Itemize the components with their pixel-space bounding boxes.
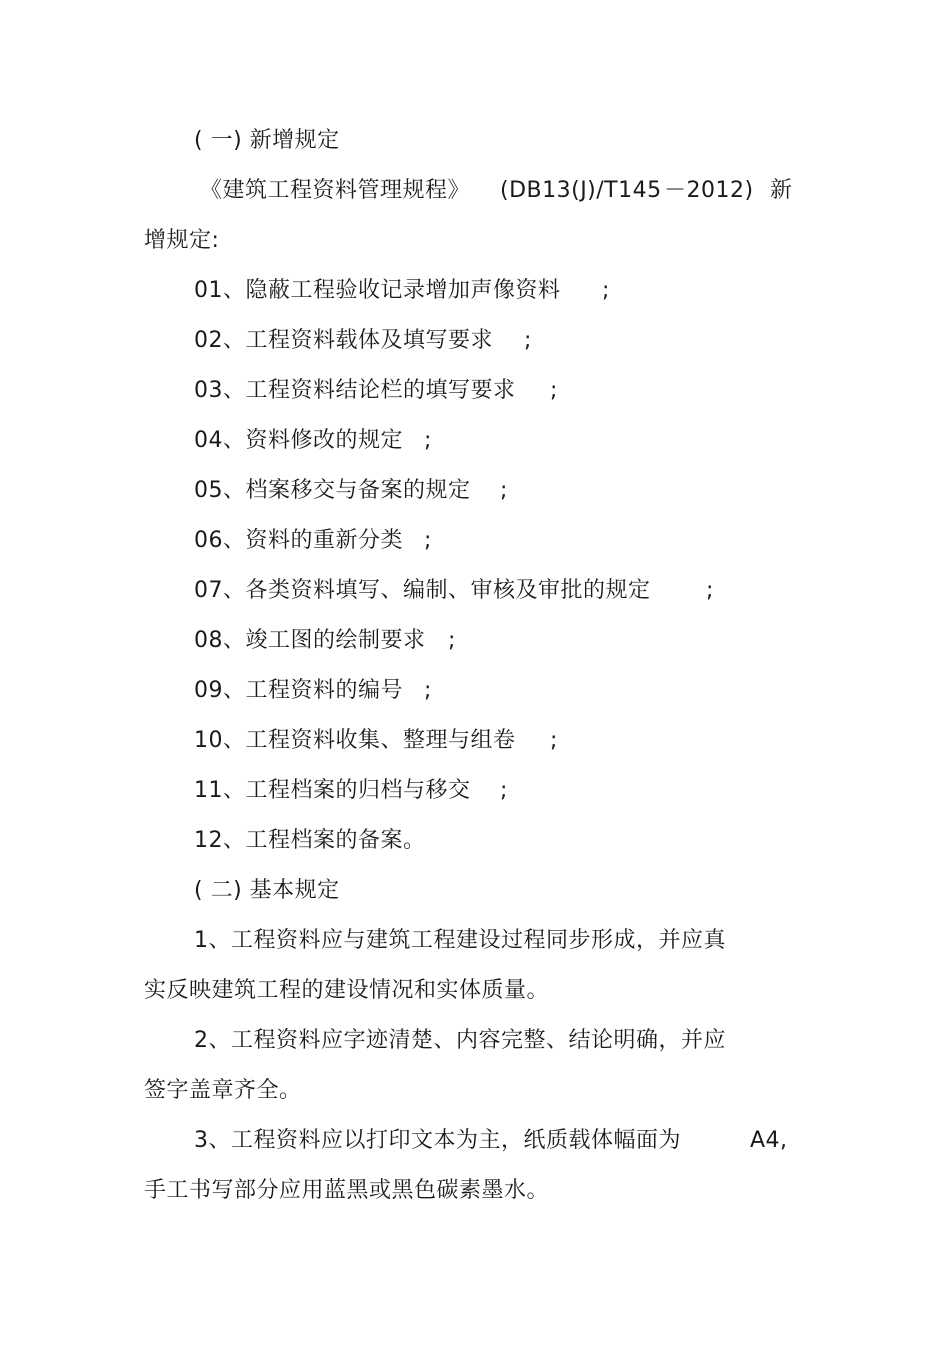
list-item bbox=[0, 276, 950, 306]
list-item-text: 02、工程资料载体及填写要求 bbox=[194, 328, 493, 353]
list-item-end: ; bbox=[602, 278, 610, 303]
list-item bbox=[0, 526, 950, 556]
list-item-text: 07、各类资料填写、编制、审核及审批的规定 bbox=[194, 578, 651, 603]
standard-code: (DB13(J)/T145 bbox=[500, 178, 662, 203]
section-heading-1: ( 一) 新增规定 bbox=[194, 128, 340, 153]
rule-1-line-2: 实反映建筑工程的建设情况和实体质量。 bbox=[144, 978, 550, 1003]
list-item-text: 06、资料的重新分类 bbox=[194, 528, 403, 553]
list-item-text: 03、工程资料结论栏的填写要求 bbox=[194, 378, 516, 403]
list-item-text: 10、工程资料收集、整理与组卷 bbox=[194, 728, 516, 753]
rule-2-line-1: 2、工程资料应字迹清楚、内容完整、结论明确，并应 bbox=[194, 1028, 726, 1053]
rule-2-line-2: 签字盖章齐全。 bbox=[144, 1078, 302, 1103]
list-item bbox=[0, 326, 950, 356]
list-item-text: 01、隐蔽工程验收记录增加声像资料 bbox=[194, 278, 561, 303]
rule-3-line-2: 手工书写部分应用蓝黑或黑色碳素墨水。 bbox=[144, 1178, 550, 1203]
list-item-end: ; bbox=[448, 628, 456, 653]
intro-continuation: 增规定: bbox=[144, 228, 220, 253]
list-item-text: 12、工程档案的备案。 bbox=[194, 828, 426, 853]
list-item-end: ; bbox=[500, 478, 508, 503]
list-item-text: 09、工程资料的编号 bbox=[194, 678, 403, 703]
list-item bbox=[0, 776, 950, 806]
list-item-end: ; bbox=[424, 678, 432, 703]
list-item bbox=[0, 826, 950, 856]
section-heading-2: ( 二) 基本规定 bbox=[194, 878, 340, 903]
intro-tail: 新 bbox=[770, 178, 793, 203]
list-item bbox=[0, 626, 950, 656]
list-item bbox=[0, 726, 950, 756]
rule-3-line-1 bbox=[0, 1126, 950, 1156]
standard-title: 《建筑工程资料管理规程》 bbox=[200, 178, 471, 203]
list-item-end: ; bbox=[550, 728, 558, 753]
list-item-end: ; bbox=[500, 778, 508, 803]
list-item-end: ; bbox=[524, 328, 532, 353]
list-item bbox=[0, 676, 950, 706]
list-item-text: 11、工程档案的归档与移交 bbox=[194, 778, 471, 803]
rule-1-line-1: 1、工程资料应与建筑工程建设过程同步形成，并应真 bbox=[194, 928, 726, 953]
rule-3-text: 3、工程资料应以打印文本为主，纸质载体幅面为 bbox=[194, 1128, 681, 1153]
list-item-text: 05、档案移交与备案的规定 bbox=[194, 478, 471, 503]
list-item-end: ; bbox=[550, 378, 558, 403]
rule-3-paper-size: A4, bbox=[750, 1128, 788, 1153]
list-item bbox=[0, 476, 950, 506]
intro-line bbox=[0, 176, 950, 206]
list-item-end: ; bbox=[706, 578, 714, 603]
standard-year: －2012) bbox=[664, 178, 754, 203]
list-item-text: 08、竣工图的绘制要求 bbox=[194, 628, 426, 653]
list-item bbox=[0, 426, 950, 456]
list-item-end: ; bbox=[424, 528, 432, 553]
list-item bbox=[0, 576, 950, 606]
list-item bbox=[0, 376, 950, 406]
list-item-text: 04、资料修改的规定 bbox=[194, 428, 403, 453]
list-item-end: ; bbox=[424, 428, 432, 453]
